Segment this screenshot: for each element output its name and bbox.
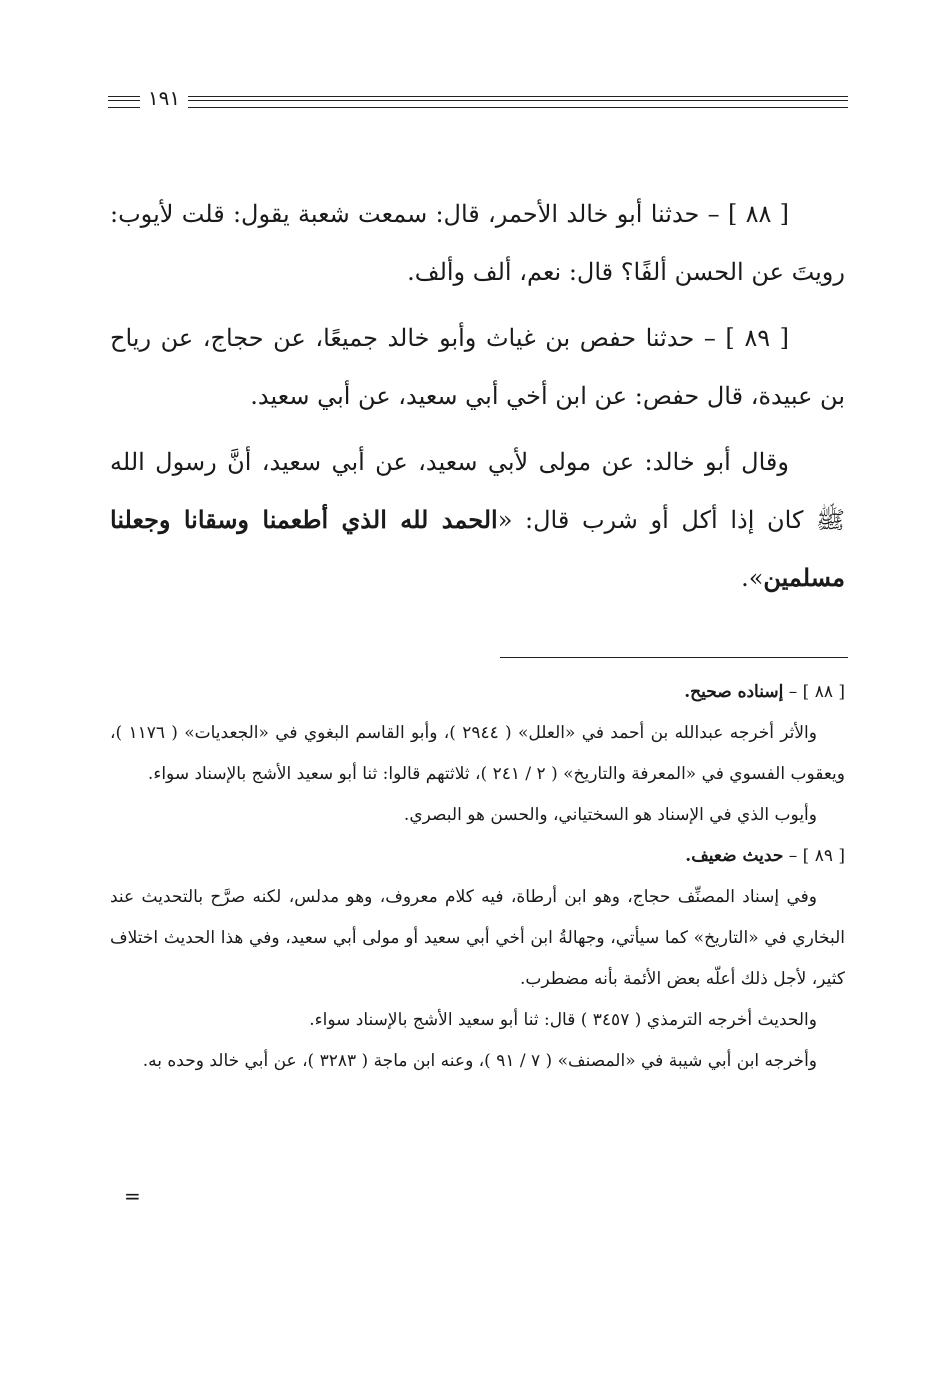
note-88-line-1: والأثر أخرجه عبدالله بن أحمد في «العلل» ( ٢٩٤٤ )، وأبو القاسم البغوي في «الجعديات» ( ١١٧٦ )، ويعقوب الفسوي في «المعرفة والتاريخ» ( ٢ / ٢٤١ )، ثلاثتهم قالوا: ثنا أبو سعيد الأشج بالإسناد سواء. — [110, 723, 845, 784]
note-89-line-1: وفي إسناد المصنِّف حجاج، وهو ابن أرطاة، فيه كلام معروف، وهو مدلس، لكنه صرَّح بالتحديث عند البخاري في «التاريخ» كما سيأتي، وجهالةُ ابن أخي أبي سعيد أو مولى أبي سعيد، وفي هذا الحديث اختلاف كثير، لأجل ذلك أعلّه بعض الأئمة بأنه مضطرب. — [110, 887, 845, 989]
main-text — [110, 185, 845, 607]
hadith-89-narration — [110, 433, 845, 607]
hadith-89-number: [ ٨٩ ] – — [694, 324, 790, 352]
continuation-mark: = — [124, 1184, 141, 1208]
page-header — [108, 86, 848, 116]
narration-end: ». — [741, 564, 764, 592]
narration-text: وقال أبو خالد: عن مولى لأبي سعيد، عن أبي سعيد، أنَّ رسول الله ﷺ كان إذا أكل أو شرب قال: « — [110, 448, 845, 534]
note-89-grade: حديث ضعيف. — [685, 846, 784, 866]
note-88-heading — [110, 672, 845, 713]
footnote-divider — [500, 657, 848, 658]
note-88-number: [ ٨٨ ] – — [783, 682, 845, 702]
note-88-grade: إسناده صحيح. — [684, 682, 784, 702]
note-88-line-2: وأيوب الذي في الإسناد هو السختياني، والحسن هو البصري. — [403, 805, 817, 825]
header-rule-long — [188, 96, 848, 108]
hadith-88-number: [ ٨٨ ] – — [699, 200, 790, 228]
hadith-89-text: حدثنا حفص بن غياث وأبو خالد جميعًا، عن حجاج، عن رياح بن عبيدة، قال حفص: عن ابن أخي أبي سعيد، عن أبي سعيد. — [110, 324, 845, 410]
note-89-line-3: وأخرجه ابن أبي شيبة في «المصنف» ( ٧ / ٩١ )، وعنه ابن ماجة ( ٣٢٨٣ )، عن أبي خالد وحده به. — [142, 1051, 817, 1071]
note-89-number: [ ٨٩ ] – — [783, 846, 845, 866]
footnotes — [110, 672, 845, 1082]
page-number: ١٩١ — [147, 86, 181, 110]
note-89-line-2: والحديث أخرجه الترمذي ( ٣٤٥٧ ) قال: ثنا أبو سعيد الأشج بالإسناد سواء. — [309, 1010, 817, 1030]
supplication-text: الحمد لله الذي أطعمنا وسقانا وجعلنا مسلمين — [110, 505, 845, 592]
hadith-89 — [110, 309, 845, 425]
hadith-88-text: حدثنا أبو خالد الأحمر، قال: سمعت شعبة يقول: قلت لأيوب: رويتَ عن الحسن ألفًا؟ قال: نعم، ألف وألف. — [110, 200, 845, 286]
header-rule-short — [108, 96, 140, 108]
hadith-88 — [110, 185, 845, 301]
note-89-heading — [110, 836, 845, 877]
